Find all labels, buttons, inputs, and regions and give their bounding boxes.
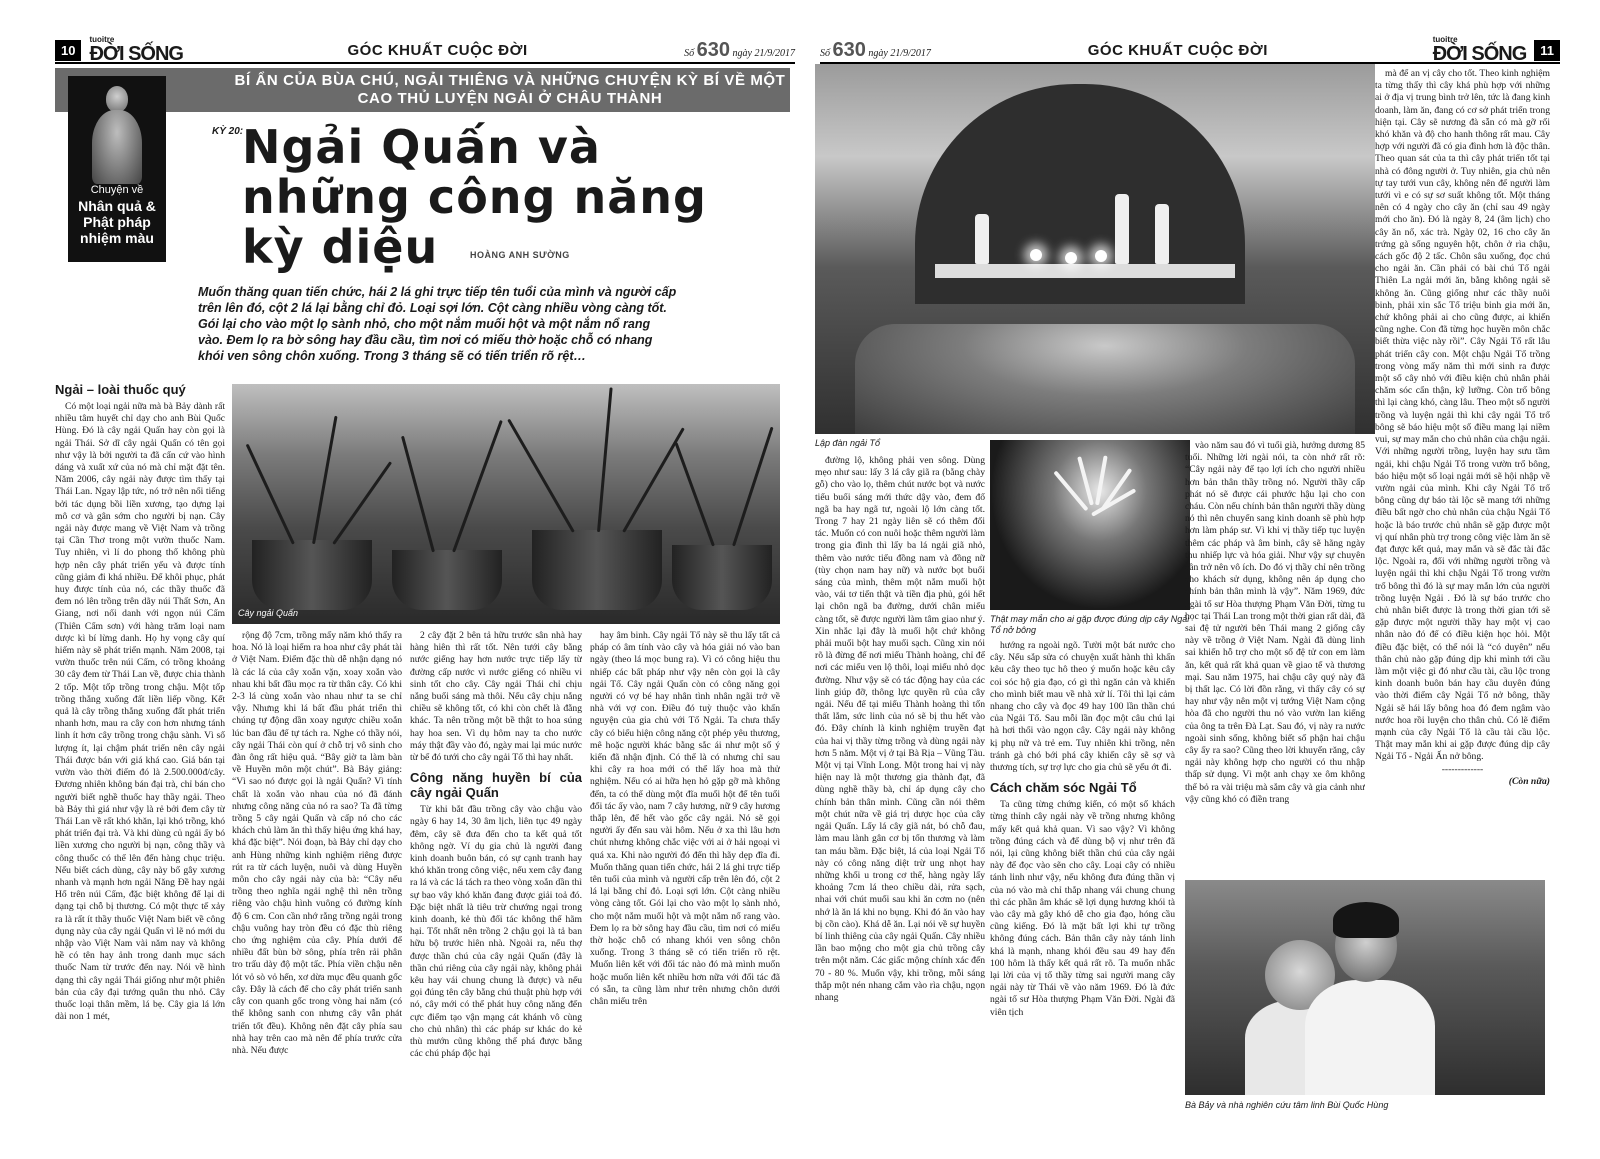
- buddha-statue-icon: [88, 84, 146, 184]
- body-text: rộng độ 7cm, trồng mấy năm khó thấy ra hoa. Nó là loại hiếm ra hoa như cây phát tài ở Việt Nam. Điểm đặc thù dễ nhận dạng nó là các lá của cây xoắn vặn, xoay xoắn vào nhau khi bất đầu mọc ra từ thân cây. Có khi 2-3 lá cùng xoắn vào nhau như ta se chỉ vậy. Nhưng khi lá bất đầu phát triển thì chúng tự động dần xoay ngược chiều xoắn lúc ban đầu để tự tách ra. Nghe có thầy nói, cây ngải Thái còn quí ở chỗ trị vô sinh cho đàn ông rất hiệu quả. “Bây giờ ta làm bàn về Huyền môn một chút”. Bà Bảy giảng: “Vì sao nó được gọi là ngải Quấn? Vì tính chất là xoắn vào nhau của nó đã đánh nhưng công năng của nó ra sao? Ta đã từng trồng 5 cây ngải Quấn và cấp nó cho các khách chủ làm ăn thì thấy hiệu ứng khá hay, khá đặc biệt”. Nói đoạn, bà Bảy chỉ dạy cho anh Hùng những kinh nghiệm riêng được rút ra từ cách luyện, nuôi và dùng Huyền môn cho cây ngải này của bà: “Cây nếu trồng theo nghĩa ngải nghệ thì nên trồng riêng vào chậu hình vuông có đường kính độ 6 cm. Con cần nhớ rằng trồng ngải trong chậu vuông hay tròn đều có đặc thù riêng cho ứng nghiệm của cây. Phía dưới để nhiều đất bùn bờ sông, phía trên rải phân tro trấu dày độ một tấc. Phía viền chậu nên lót vỏ sò vỏ hến, xơ dừa mục đều quanh gốc cây. Đây là cách để cho cây phát triển sanh cây con quanh gốc trong vòng hai năm (có thể không sanh con nhưng cây vẫn phát triển tốt đều). Không nên đặt cây phía sau nhà hay trên cao mà nên để phía trước cửa nhà. Nếu được: [232, 630, 402, 1056]
- headline: Ngải Quấn và những công năng kỳ diệu: [242, 120, 707, 274]
- to-be-continued: (Còn nữa): [1508, 775, 1550, 787]
- lead-paragraph: Muốn thăng quan tiến chức, hái 2 lá ghi trực tiếp tên tuổi của mình và người cấp trên lên đó, cột 2 lá lại bằng chỉ đỏ. Loại sợi lớn. Cột càng nhiều vòng càng tốt. Gói lại cho vào một lọ sành nhỏ, cho một nắm muối hột và một nắm nổ rang vào. Đem lọ ra bờ sông hay đầu cầu, tìm nơi có miếu thờ hoặc chỗ có nhang khói ven sông chôn xuống. Trong 3 tháng sẽ có tiến triển rõ rệt…: [198, 285, 677, 363]
- page-number: 11: [1534, 40, 1560, 61]
- photo-caption: Cây ngải Quấn: [238, 608, 299, 618]
- page-number: 10: [55, 40, 81, 61]
- byline: HOÀNG ANH SƯỜNG: [470, 250, 570, 260]
- body-text: Có một loại ngải nữa mà bà Bảy dành rất nhiều tâm huyết chỉ dạy cho anh Bùi Quốc Hùng. Đó là cây ngải Quấn hay còn gọi là ngải Thái. Sở dĩ cây ngải Quấn có tên gọi như vậy là bởi người ta đã cẩn cứ vào hình dáng và xuất xứ của nó mà chỉ mặt đặt tên. Năm 2006, cây ngải này được tìm thấy tại Thái Lan. Ngay lập tức, nó trở nên nổi tiếng bởi tác dụng bồi liền xương, tạo dựng lại mô cơ và gân sớm cho người bị nạn. Cây ngải này được mang về Việt Nam và trồng tại Cần Thơ trong một vườn thuốc Nam. Tuy nhiên, vì lí do phong thổ không phù hợp nên cây phát triển yếu và được tính cũng giảm đi khá nhiều. Để khôi phục, phát huy được tính của nó, các thầy thuốc đã đem nó lên trồng trên dãy núi Thất Sơn, An Giang, nơi nổi danh với ngọn núi Cấm (Thiên Cẩm sơn) với hàng trăm loại nam dược kì bí lừng danh. Họ hy vọng cây quí hiếm này sẽ phát triển mạnh. Năm 2008, tại vườn thuốc trên núi Cấm, có trồng khoảng 30 cây đem từ Thái Lan về, được chia thành 2 tốp. Một tốp trồng trong chậu. Một tốp trồng thẳng xuống đất liền liếp vồng. Kết quả là cây trồng thẳng xuống đất phát triển nhanh hơn, mau ra cây con hơn nhưng tánh linh ít hơn cây trồng trong chậu sành. Vì số lượng ít, lại chậm phát triển nên cây ngải Thái được bán với giá khá cao. Giá bán tại vườn vào thời điểm đó là 2.500.000đ/cây. Đương nhiên không bán đại trà, chỉ bán cho người biết nghề thuốc hay thầy ngải. Theo bà Bảy thì giá như vậy là rẻ bởi đem cây từ Thái Lan về rất khó khăn, lại khó trồng, khó phát triển đại trà. Và khi dùng củ ngải ấy bó liền xương cho người bị nạn, công thầy và công thuốc có thể lên đến hàng chục triệu. Nếu biết cách dùng, cây này bổ gây xương nhanh và mạnh hơn ngải Năng Đề hay ngải Hổ trên núi Cấm, đặc biệt không để lại di dạng tại chỗ bị thương. Có một thực tế xảy ra là rất ít thầy thuốc Việt Nam biết về công dụng này của cây ngải Quấn vì lẽ nó mới du nhập vào Việt Nam vài năm nay và không hề có tên hay ảnh trong danh mục sách thuốc Nam từ trước đến nay. Nói về hình dạng thì cây ngải Thái giống như một phiên bản của cây đại tướng quân thu nhỏ. Cây thuốc loại thân mềm, lá bẹ. Cây gia lá lớn dài non 1 mét,: [55, 401, 225, 1023]
- body-text: Ta cũng từng chứng kiến, có một số khách từng thỉnh cây ngải này về trồng nhưng không mấy kết quả khả quan. Vì sao vậy? Vì không trồng đúng cách và để dùng bộ vị như trên đã nói, lại cũng không biết thần chú của cây ngải này để đọc vào sẽn cho cây. Loại cây có nhiều tánh linh như vậy, nếu không đưa đúng thần vị của nó vào mà chỉ thắp nhang vái chung chung thì các phần âm khác sẽ lợi dụng hương khói tà vào cây mà gây khó dễ cho gia đạo, hóng cầu cũng kiếng. Đó là mặt bất lợi khi tự trồng không đúng cách. Bản thân cây này tánh linh khá là mạnh, nhang khói đều sau 49 hay đến 100 hôm là thấy kết quả rất rõ. Ta muốn nhắc lại lời của vị tổ thầy từng sai người mang cây ngải này từ Thái về vào năm 1969. Đó là đức ngài tổ sư Hòa thượng Phạm Văn Đời. Ngài đã viên tịch: [990, 799, 1175, 1018]
- photo-altar: [815, 64, 1375, 434]
- article-column-1: [55, 380, 225, 1080]
- left-header: [55, 35, 795, 65]
- section-title: GÓC KHUẤT CUỘC ĐỜI: [347, 41, 528, 59]
- photo-caption: Bà Bảy và nhà nghiên cứu tâm linh Bùi Quốc Hùng: [1185, 1100, 1389, 1110]
- subheading: Công năng huyền bí của cây ngải Quấn: [410, 770, 582, 801]
- body-text: vào năm sau đó vì tuổi già, hưởng dương 85 tuổi. Những lời ngài nói, ta còn nhớ rất rõ: “Cây ngải này để tạo lợi ích cho người nhiều hơn bản thân thầy trồng nó. Người thầy cấp phát nó sẽ được cái phước hậu lại cho con cháu. Còn nếu chính bản thân người thầy dùng nó thì nên chuyển sang kinh doanh sẽ phù hợp hơn làm pháp sư. Vì khi vị thầy tiếp tục luyện thêm các pháp và âm binh, cây sẽ hãng ngày thu nhiếp lực và hóa giải. Như vậy sự chuyên cần trở nên vô ích. Do đó vị thầy chỉ nên trồng cho khách sử dụng, không nên áp dụng cho chính bản thân mình là vậy”. Năm 1969, đức ngài tổ sư Hòa thượng Phạm Văn Đời, từng tu học tại Thái Lan trong một thời gian rất dài, đã sai đệ tử người bên Thái mang 2 giống cây này về trồng ở Việt Nam. Ngài đã dùng linh sai khiến hỗ trợ cho một số đệ tử con em làm ăn, kết quả rất khả quan về giao tế và thương mại. Sau năm 1975, hai chậu cây quý này đã bị thất lạc. Có lời đồn rằng, vì thấy cây có sự hay như vậy nên một vị tướng Việt Nam cộng hòa đã cho người thu nó vào vườn lan kiểng của ông ta trên Đà Lạt. Sau đó, vị này ra nước ngoài sinh sống, không biết số phận hai chậu cây ấy ra sao? Cũng theo lời khuyến răng, cây ngải này không hợp cho người có thu nhập thấp sử dụng. Vì một anh chạy xe ôm không thể bỏ ra vài triệu mà sắm cây và gia cảnh như vậy cũng khó có điền trang: [1185, 440, 1365, 805]
- right-page: [800, 0, 1600, 1159]
- subheading: Ngải – loài thuốc quý: [55, 382, 186, 397]
- body-text: hay âm binh. Cây ngải Tổ này sẽ thu lấy tất cả pháp có âm tính vào cây và hóa giải nó vào ban ngày (theo lá mọc bung ra). Vì có công hiệu thu nhiếp các bất pháp như vậy nên còn gọi là cây ngải Tổ. Cây ngải Quấn còn có công năng gọi người có vợ bé hay nhân tình nhân ngãi trở về nhà với vợ con. Điều đó tuỳ thuộc vào khấn nguyện của gia chủ với Tổ Ngải. Ta chưa thấy cây có biểu hiện công năng cột phép yêu thương, mê hoặc người khác bằng sắc ái như một số ý kiến đã nhận định. Có thể là có nhưng chỉ sau khi cây ra hoa mới có thể lấy hoa mà thử nghiệm. Nếu có ai hữa hẹn hỏ gặp gỡ mà không đến, ta có thể dùng một đĩa muối hột để tên tuổi đối tác ấy vào, nam 7 cây hương, nữ 9 cây hương thắp lên, để hết vào gốc cây ngải. Nó sẽ gọi người ấy đến sau vài hôm. Nếu ở xa thì lâu hơn chút nhưng không chắc việc với ai ở hải ngoại vì quá xa. Khi nào người đó đến thì hãy dẹp đĩa đi. Muốn thăng quan tiến chức, hái 2 lá ghi trực tiếp tên tuổi của mình và người cấp trên lên đó, cột 2 lá lại bằng chỉ đỏ. Loại sợi lớn. Cột càng nhiều vòng càng tốt. Gói lại cho vào một lọ sành nhỏ, cho một nắm muối hột và một nắm nổ rang vào. Đem lọ ra bờ sông hay đầu cầu, tìm nơi có miếu thờ hoặc chỗ có nhang khói ven sông chôn xuống. Trong 3 tháng sẽ có tiến triển rõ rệt. Muốn liên kết với đối tác nào đó mà mình muốn hoặc muốn liên kết nhiều hơn nữa với đối tác đã có sẵn, ta cũng làm như trên nhưng chôn dưới chân miếu trên: [590, 630, 780, 1008]
- subheading: Cách chăm sóc Ngải Tổ: [990, 780, 1137, 796]
- brand-logo: tuoitre ĐỜI SỐNG: [1432, 35, 1527, 65]
- series-badge: [68, 76, 166, 262]
- article-column-3: [1185, 440, 1365, 872]
- photo-caption: Thật may mắn cho ai gặp được đúng dịp cây Ngải Tổ nở bông: [990, 614, 1190, 635]
- body-text: 2 cây đặt 2 bên tả hữu trước sân nhà hay hàng hiên thì rất tốt. Nên tưới cây bằng nước giếng hay hơn nước trực tiếp lấy từ đường cấp nước vì nước giếng có nhiều vi sinh tốt cho cây. Cây ngải Thái chỉ chịu nắng buổi sáng mà thôi. Nếu cây chịu nắng chiều sẽ không tốt, có khi còn chết là đằng khác. Ta nên trồng một bề thật to hoa súng hay hoa sen. Vì dụ hôm nay ta cho nước máy thật đầy vào đó, ngày mai lại múc nước từ bể đó tưới cho cây ngải Tổ thì hay nhất.: [410, 630, 582, 764]
- episode-label: KỲ 20:: [212, 126, 244, 137]
- issue-info: Số 630 ngày 21/9/2017: [820, 38, 931, 61]
- article-column-4: [590, 630, 780, 1120]
- photo-ngai-quan-plants: [232, 384, 780, 624]
- photo-caption: Lập đàn ngải Tổ: [815, 438, 881, 448]
- brand-logo: tuoitre ĐỜI SỐNG: [89, 35, 183, 65]
- photo-ngai-to-flower: [990, 440, 1190, 610]
- article-column-4: [1375, 68, 1550, 868]
- body-text: hướng ra ngoài ngõ. Tười một bát nước cho cây. Nếu sắp sửa có chuyện xuất hành thì khấn kêu cây theo tục hô theo ý muốn hoặc kêu cây coi sóc hộ gia đạo, có gì thì ngăn cản và khiến cho mình biết mau về nhà xử lí. Tôi thì lại cảm nhang cho cây và đọc 49 hay 100 lần thần chú của Ngải Tổ. Sau mỗi lần đọc một câu chú lại hà hơi thổi vào ngọn cây. Cây ngải này không kị phụ nữ và trẻ em. Tuy nhiên khi trồng, nên tránh gà chó bới phá cây khiến cây sẽ sợ và thương tích, sự trợ lực cho gia chủ sẽ yếu ớt đi.: [990, 640, 1175, 774]
- article-column-1-text: [815, 455, 985, 1100]
- series-badge-line2: Nhân quả & Phật pháp nhiệm màu: [78, 198, 156, 246]
- dashes: -------------: [1441, 763, 1484, 775]
- body-text: đường lộ, không phải ven sông. Dùng mẹo như sau: lấy 3 lá cây giã ra (bằng chày gỗ) cho vào lọ, thêm chút nước bọt và nước tiểu buổi sáng mới thức dậy vào, đem đổ ngã ba hay ngã tư, ngoài lộ lớn càng tốt. Trong 7 hay 21 ngày liên sẽ có thêm đối tác. Muốn có con nuôi hoặc thêm người làm trong gia đình thì lấy ba lá ngải giã nhỏ, thêm vào nước tiểu đồng nam và đồng nữ (tùy chọn nam hay nữ) và nước bọt buổi sáng của mình, thêm một nắm muối hột vào, vái tơ tiến thật và tiền địa phủ, gói hết lại chôn ngã ba đường, dưới chân miếu càng tốt, sẽ được người làm tâm giao như ý. Xin nhắc lại đây là muối hột chứ không phải muối bột hay muối sạch. Cũng xin nói rõ là đừng để nơi miếu Thành hoàng, chỉ để nơi các miếu ven lộ thôi, loại miếu nhỏ dọc đường. Như vậy sẽ có tác động hay của các linh giúp đỡ, thông lực quyền rũ của cây ngải. Nếu để tại miếu Thành hoàng thì tốn thất lắm, sức linh của nó sẽ bị thu hết vào đó. Đây chính là kinh nghiệm truyền đạt của hai vị thầy từng trồng và dùng ngải này hơn 5 năm. Một vị ở tại Bà Rịa – Vũng Tàu. Một vị tại Vĩnh Long. Một trong hai vị này hiện nay là một thương gia thành đạt, đã dùng nghề thầy bà, chỉ áp dụng cây cho chính bản thân mình. Cũng cần nói thêm một chút nữa về giá trị dược học của cây ngải Quấn. Lấy lá cây giã nát, bó chỗ đau, làm mau lành gân cơ bị tổn thương và làm tan máu bầm. Đặc biệt, lá của loại Ngải Tổ này có công năng diệt trừ ung nhọt hay những khối u trong cơ thể, hàng ngày lấy khoảng 7cm lá theo chiều dài, rửa sạch, nhai với chút muối sau khi ăn cơm no (nên nhớ là ăn lá khi no bụng. Khi đó ăn vào hay bị cồn cào). Khá dễ ăn. Lại nói về sự huyền bí linh thiêng của cây ngải Quấn. Cây nhiều lần bao mộng cho một gia chủ trồng cây trên một năm. Các giấc mộng chính xác đến 70 - 80 %. Muốn vậy, khi trồng, mỗi sáng thắp một nén nhang cắm vào rìa chậu, ngọn nhang: [815, 455, 985, 1003]
- body-text: mà để an vị cây cho tốt. Theo kinh nghiệm ta từng thấy thì cây khá phù hợp với những ai ở địa vị trung bình trở lên, tức là đang kinh doanh, làm ăn, đang có cơ sở phát triển trong hiện tại. Cây sẽ nương đà sẵn có mà gỡ rối khó khăn và độ cho hanh thông rất mau. Cây hợp với người đã có gia đình hơn là độc thân. Theo quan sát của ta thì cây phát triển tốt tại nhà có đông người ở. Tuy nhiên, gia chủ nên tự tay tưới vun cây, không nên để người làm tưới vì e có sự sơ suất không tốt. Một tháng nên có 4 ngày cho cây ăn (chỉ sau 49 ngày mới cho ăn). Đó là ngày 8, 24 (âm lịch) cho cây ăn nổ, xác trà. Ngày 02, 16 cho cây ăn trứng gà sống nguyên hột, chôn ở rìa chậu, cách gốc độ 2 tấc. Chôn sâu xuống, đọc chú cho ngải ăn. Cần phải có bài chú Tổ ngải Thiên La ngải mới ăn, bằng không ngải sẽ không ăn. Cũng giống như các thầy nuôi binh, phải xin sắc Tổ triệu binh gia mới ăn, chứ không phải ai cho cũng được, ai khiến cũng nghe. Con đã từng học huyền môn chắc biết thừa việc này rồi”. Cây Ngải Tổ rất lâu phát triển cây con. Một chậu Ngải Tổ trồng trong vòng mấy năm thì mới sinh ra được một số cây nhỏ với điều kiện chủ nhân phải chăm sóc cẩn thận, kỹ lưỡng. Còn trổ bông thì lại càng khó, càng lâu. Theo một số người trồng và luyện ngải thì khi cây ngải Tổ trổ bông sẽ báo hiệu một số điều mang lại niềm vui, sự may mắn cho chủ nhân của chậu ngải. Với những người trồng, luyện hay sưu tầm ngải, khi chậu Ngải Tổ trong vườn trổ bông, báo hiệu một số loại ngải mới sẽ hội nhập về vườn ngải của mình. Khi cây Ngải Tổ trổ bông cũng dự báo tài lộc sẽ mang tới những điều bất ngờ cho chủ nhân của chậu Ngải Tổ hoặc là báo trước chủ nhân sẽ gặp được một vị quí nhân phù trợ trong công việc làm ăn sẽ đạt được kết quả, may mắn và sẽ đắc tài đắc lộc. Ngoài ra, đối với những người trồng và luyện ngải thì khi chậu Ngải Tổ trong vườn trổ bông thì đó là sự may mắn lớn của người trồng luyện Ngải . Đó là sự báo trước cho chủ nhân biết được là trong thời gian tới sẽ gặp được một người thầy hay một vị cao nhân nào đó để có điều kiện học hỏi. Một điều đặc biệt, có thể nói là “có duyên” nếu thân chủ nào gặp đúng dịp khi mình tới cầu làm một việc gì đó như cầu tài, cầu lộc trong kinh doanh buôn bán hay cầu duyên đúng vào thời điểm cây Ngải Tổ nở bông, thầy Ngải sẽ hái lấy bông hoa đó đem ngâm vào nước hoa rồi luyện cho thân chủ. Có lẽ điểm mạnh của cây Ngải Tổ là cầu tài cầu lộc. Thật may mắn khi ai gặp được đúng dịp cây Ngải Tổ - Ngải Ấn nở bông.: [1375, 68, 1550, 763]
- article-column-3: [410, 630, 582, 1120]
- banner-text: BÍ ẨN CỦA BÙA CHÚ, NGẢI THIÊNG VÀ NHỮNG CHUYỆN KỲ BÍ VỀ MỘT CAO THỦ LUYỆN NGẢI Ở CHÂU THÀNH: [234, 72, 786, 107]
- right-header: [820, 35, 1560, 65]
- body-text: Từ khi bắt đầu trồng cây vào chậu vào ngày 6 hay 14, 30 âm lịch, liên tục 49 ngày đêm, cây sẽ đưa đến cho ta kết quả tốt không ngờ. Ví dụ gia chủ là người đang kinh doanh buôn bán, có sự cạnh tranh hay khó khăn trong công việc, nếu xem cây đang ra lá và các lá tách ra theo vòng xoắn dần thì sự bao vây khó khăn đang được giải toả đó. Đặc biệt nhất là tiêu trừ chướng ngại trong kinh doanh, kẻ thù đối tác không thể hãm hại. Tốt nhất nên trồng 2 chậu gọi là tả ban hữu bộ trước hiên nhà. Ngoài ra, nếu thợ được thần chú của cây ngải Quấn (đây là thần chú riêng của cây ngải này, không phải kêu hay vái chung chung là được) và nếu gọi đúng tên cây bằng chú thuật phù hợp với nó, cây mới có thể phát huy công năng đến cực điểm tạo vận mạng cát khánh vô cùng cho chủ nhân) thì các pháp sư khác do kẻ thù mướn cũng không thể phá được bằng các chú pháp độc hại: [410, 804, 582, 1060]
- article-column-2: [232, 630, 402, 1120]
- article-column-2: [990, 640, 1175, 1100]
- series-badge-line1: Chuyện về: [90, 184, 144, 196]
- photo-ba-bay-and-researcher: [1185, 880, 1545, 1095]
- section-title: GÓC KHUẤT CUỘC ĐỜI: [1087, 41, 1268, 59]
- issue-info: Số 630 ngày 21/9/2017: [684, 38, 795, 61]
